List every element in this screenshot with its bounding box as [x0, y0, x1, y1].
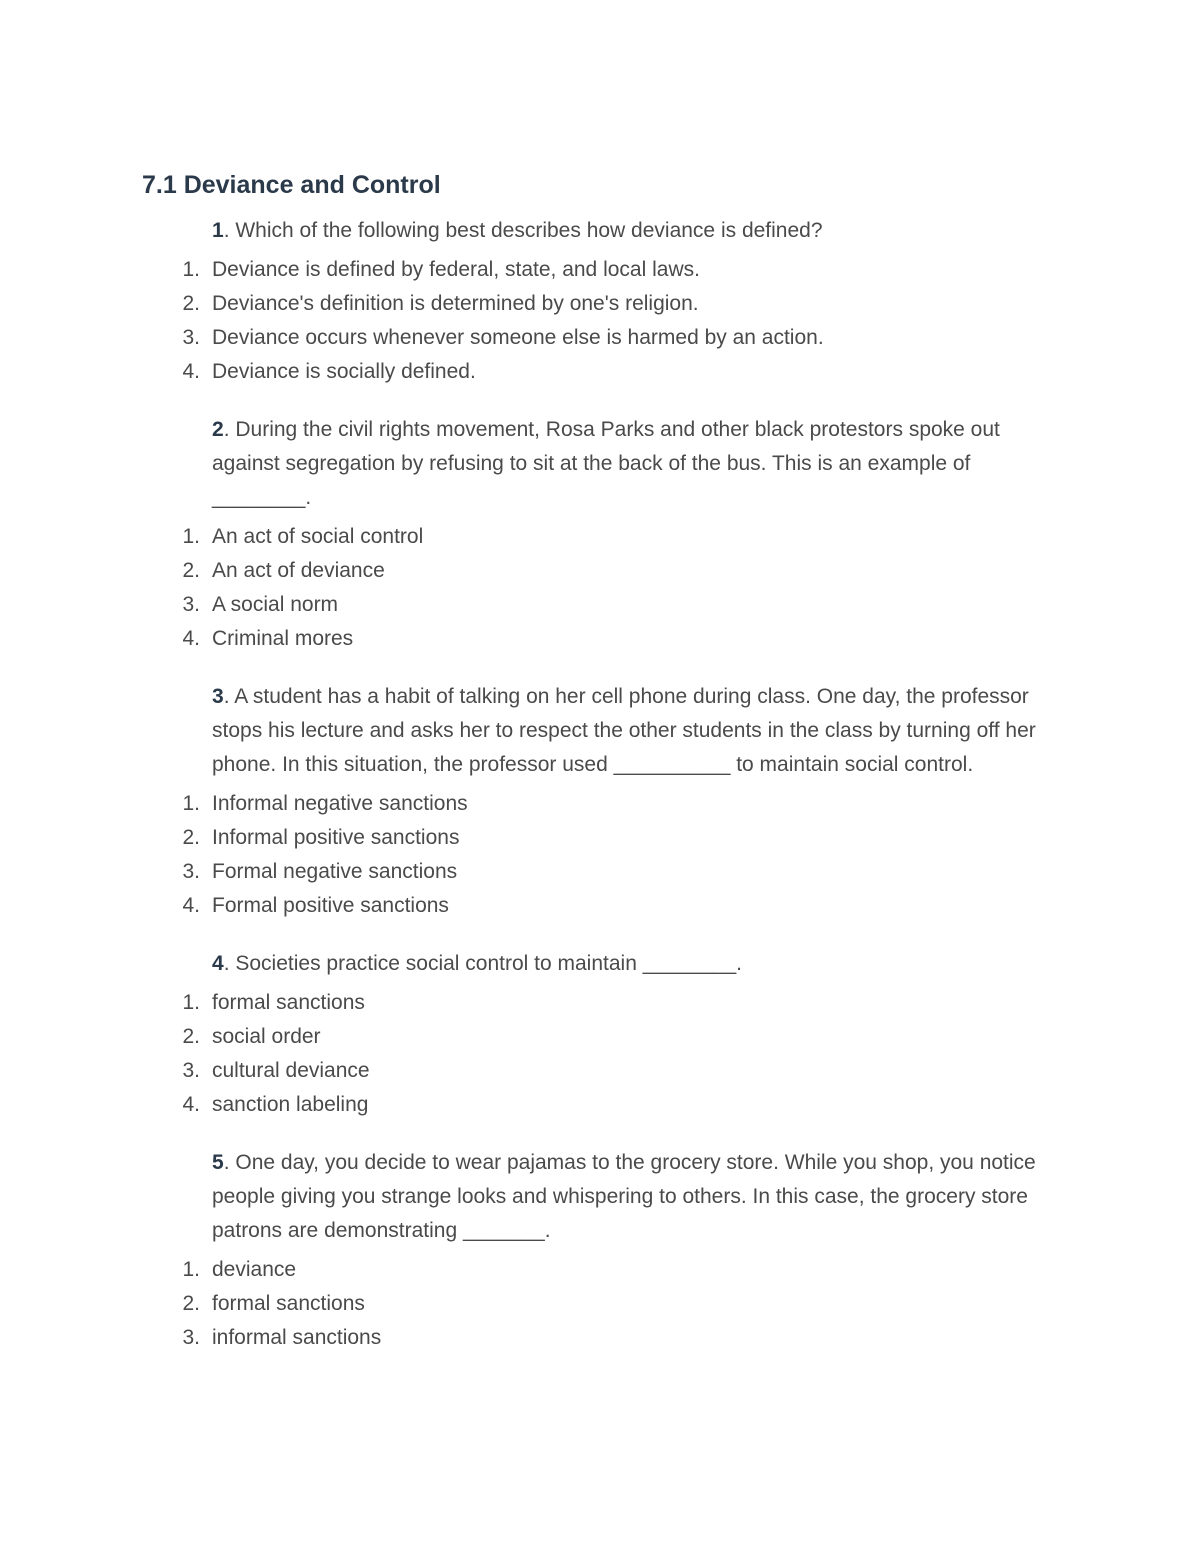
answer-option: [0, 889, 1200, 923]
option-number: 2.: [182, 1025, 200, 1048]
answer-option: [0, 321, 1200, 355]
question-text: . A student has a habit of talking on her cell phone during class. One day, the professor stops his lecture and asks her to respect the other students in the class by turning off her phone. In this situation, the professor used __________ to maintain social control.: [212, 685, 1036, 776]
answer-option: [0, 253, 1200, 287]
answer-option: [0, 287, 1200, 321]
question-text: . Societies practice social control to maintain ________.: [223, 952, 742, 975]
question-text: . During the civil rights movement, Rosa Parks and other black protestors spoke out against segregation by refusing to sit at the back of the bus. This is an example of ________.: [212, 418, 1000, 509]
question-1: [0, 214, 1200, 389]
option-text: Deviance is socially defined.: [212, 360, 476, 383]
answer-option: [0, 588, 1200, 622]
answer-option: [0, 1321, 1200, 1355]
question-prompt: [212, 413, 1072, 515]
answer-option: [0, 1287, 1200, 1321]
option-text: Deviance is defined by federal, state, and local laws.: [212, 258, 700, 281]
question-number: 3: [212, 685, 224, 708]
option-number: 3.: [182, 860, 200, 883]
answer-option: [0, 622, 1200, 656]
option-number: 4.: [182, 1093, 200, 1116]
option-text: Criminal mores: [212, 627, 354, 650]
option-text: Informal positive sanctions: [212, 826, 460, 849]
option-number: 1.: [182, 525, 200, 548]
answer-option: [0, 787, 1200, 821]
option-number: 3.: [182, 1059, 200, 1082]
answer-option: [0, 1054, 1200, 1088]
option-text: Formal positive sanctions: [212, 894, 449, 917]
option-number: 2.: [182, 292, 200, 315]
answer-option: [0, 821, 1200, 855]
question-4: [0, 947, 1200, 1122]
option-text: Informal negative sanctions: [212, 792, 468, 815]
question-prompt: [212, 947, 1072, 981]
answer-option: [0, 855, 1200, 889]
section-title: 7.1 Deviance and Control: [142, 171, 441, 199]
answer-option: [0, 520, 1200, 554]
question-prompt: [212, 214, 1072, 248]
question-number: 1: [212, 219, 224, 242]
option-text: informal sanctions: [212, 1326, 382, 1349]
option-text: A social norm: [212, 593, 339, 616]
question-number: 2: [212, 418, 224, 441]
option-text: Deviance occurs whenever someone else is harmed by an action.: [212, 326, 824, 349]
question-list: [0, 214, 1200, 1379]
question-2: [0, 413, 1200, 656]
option-number: 2.: [182, 559, 200, 582]
option-text: Formal negative sanctions: [212, 860, 458, 883]
option-text: formal sanctions: [212, 1292, 365, 1315]
question-number: 5: [212, 1151, 224, 1174]
option-number: 3.: [182, 1326, 200, 1349]
option-text: formal sanctions: [212, 991, 365, 1014]
option-number: 1.: [182, 1258, 200, 1281]
option-number: 1.: [182, 258, 200, 281]
question-text: . One day, you decide to wear pajamas to the grocery store. While you shop, you notice people giving you strange looks and whispering to others. In this case, the grocery store patrons are demonstrating _______.: [212, 1151, 1036, 1242]
answer-options: [0, 253, 1200, 389]
question-5: [0, 1146, 1200, 1355]
question-prompt: [212, 680, 1072, 782]
option-text: deviance: [212, 1258, 297, 1281]
option-number: 4.: [182, 360, 200, 383]
option-text: social order: [212, 1025, 321, 1048]
option-number: 1.: [182, 991, 200, 1014]
option-number: 3.: [182, 593, 200, 616]
answer-option: [0, 355, 1200, 389]
option-number: 2.: [182, 1292, 200, 1315]
option-number: 4.: [182, 894, 200, 917]
answer-options: [0, 1253, 1200, 1355]
option-number: 1.: [182, 792, 200, 815]
option-text: An act of social control: [212, 525, 424, 548]
option-text: Deviance's definition is determined by one's religion.: [212, 292, 699, 315]
option-text: An act of deviance: [212, 559, 385, 582]
answer-option: [0, 986, 1200, 1020]
option-number: 3.: [182, 326, 200, 349]
question-text: . Which of the following best describes how deviance is defined?: [223, 219, 823, 242]
question-3: [0, 680, 1200, 923]
answer-option: [0, 1020, 1200, 1054]
answer-options: [0, 520, 1200, 656]
option-text: cultural deviance: [212, 1059, 370, 1082]
option-text: sanction labeling: [212, 1093, 369, 1116]
answer-options: [0, 787, 1200, 923]
question-number: 4: [212, 952, 224, 975]
question-prompt: [212, 1146, 1072, 1248]
answer-option: [0, 1253, 1200, 1287]
answer-option: [0, 554, 1200, 588]
option-number: 4.: [182, 627, 200, 650]
option-number: 2.: [182, 826, 200, 849]
answer-options: [0, 986, 1200, 1122]
answer-option: [0, 1088, 1200, 1122]
